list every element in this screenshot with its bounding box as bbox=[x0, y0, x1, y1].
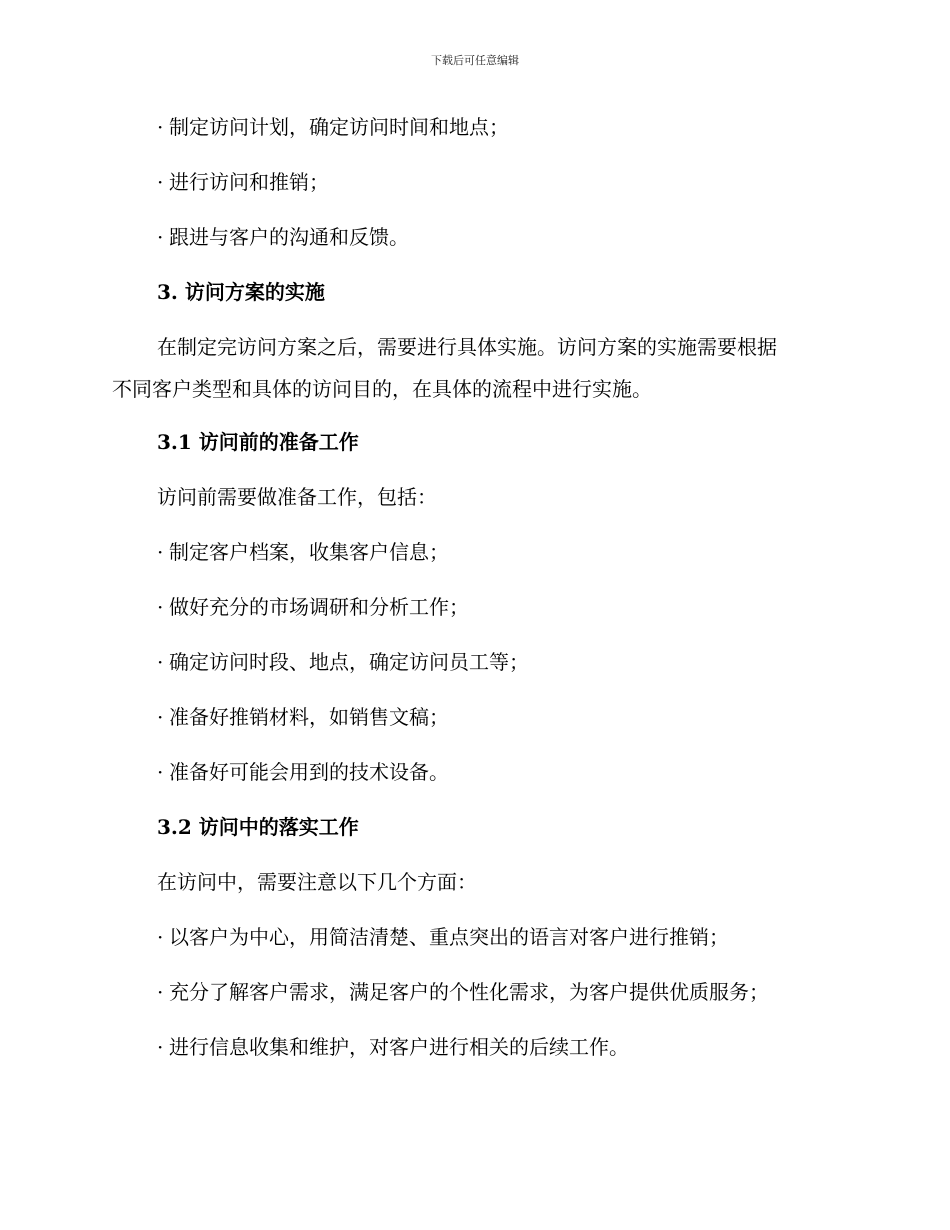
bullet-item bbox=[157, 704, 449, 730]
bullet-text: 做好充分的市场调研和分析工作； bbox=[169, 595, 469, 619]
bullet-dot: · bbox=[157, 980, 164, 1004]
bullet-text: 充分了解客户需求，满足客户的个性化需求，为客户提供优质服务； bbox=[169, 980, 769, 1004]
bullet-text: 确定访问时段、地点，确定访问员工等； bbox=[169, 650, 529, 674]
bullet-dot: · bbox=[157, 705, 164, 729]
bullet-item bbox=[157, 924, 729, 950]
bullet-dot: · bbox=[157, 595, 164, 619]
bullet-text: 进行信息收集和维护，对客户进行相关的后续工作。 bbox=[169, 1035, 629, 1059]
bullet-text: 跟进与客户的沟通和反馈。 bbox=[169, 225, 409, 249]
bullet-item bbox=[157, 539, 449, 565]
bullet-text: 制定访问计划，确定访问时间和地点； bbox=[169, 115, 509, 139]
body-text: 访问前需要做准备工作，包括： bbox=[157, 485, 437, 509]
page-header: 下载后可任意编辑 bbox=[431, 54, 519, 67]
paragraph-line: 不同客户类型和具体的访问目的，在具体的流程中进行实施。 bbox=[112, 377, 652, 401]
paragraph-line: 在制定完访问方案之后，需要进行具体实施。访问方案的实施需要根据 bbox=[157, 335, 777, 359]
body-text: 在访问中，需要注意以下几个方面： bbox=[157, 870, 477, 894]
bullet-item bbox=[157, 114, 509, 140]
bullet-dot: · bbox=[157, 925, 164, 949]
paragraph bbox=[112, 334, 842, 404]
bullet-dot: · bbox=[157, 170, 164, 194]
bullet-item bbox=[157, 169, 329, 195]
section-heading: 3. 访问方案的实施 bbox=[157, 280, 325, 304]
bullet-text: 准备好推销材料，如销售文稿； bbox=[169, 705, 449, 729]
bullet-item bbox=[157, 594, 469, 620]
bullet-dot: · bbox=[157, 115, 164, 139]
bullet-dot: · bbox=[157, 650, 164, 674]
bullet-text: 准备好可能会用到的技术设备。 bbox=[169, 760, 449, 784]
bullet-text: 以客户为中心，用简洁清楚、重点突出的语言对客户进行推销； bbox=[169, 925, 729, 949]
section-heading: 3.1 访问前的准备工作 bbox=[157, 430, 359, 454]
bullet-item bbox=[157, 224, 409, 250]
bullet-item bbox=[157, 759, 449, 785]
bullet-dot: · bbox=[157, 540, 164, 564]
section-heading: 3.2 访问中的落实工作 bbox=[157, 815, 359, 839]
bullet-dot: · bbox=[157, 760, 164, 784]
bullet-dot: · bbox=[157, 225, 164, 249]
bullet-text: 进行访问和推销； bbox=[169, 170, 329, 194]
bullet-dot: · bbox=[157, 1035, 164, 1059]
bullet-item bbox=[157, 979, 769, 1005]
bullet-text: 制定客户档案，收集客户信息； bbox=[169, 540, 449, 564]
bullet-item bbox=[157, 1034, 629, 1060]
bullet-item bbox=[157, 649, 529, 675]
